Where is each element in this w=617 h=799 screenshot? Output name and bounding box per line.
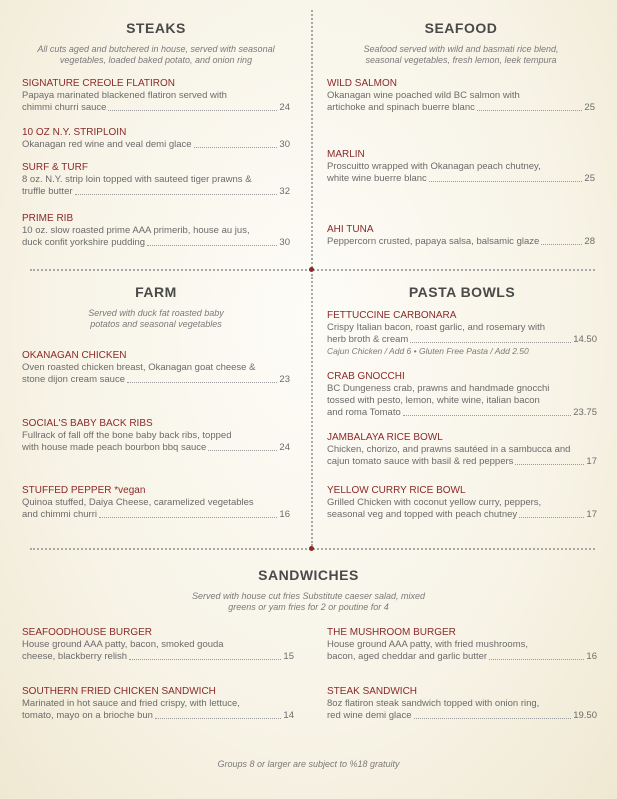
item-name: STEAK SANDWICH (327, 686, 418, 697)
menu-item-mushroom-burger (327, 627, 597, 663)
item-description: Crispy Italian bacon, roast garlic, and rosemary with (327, 322, 546, 333)
item-price-line: seasonal veg and topped with peach chutney 17 (327, 509, 597, 520)
divider-dot-top (309, 267, 314, 272)
item-price-line: cheese, blackberry relish 15 (22, 651, 294, 662)
vertical-divider-middle (311, 274, 313, 546)
item-price: 28 (584, 236, 595, 247)
item-price: 32 (279, 186, 290, 197)
item-price: 16 (586, 651, 597, 662)
item-name: SOUTHERN FRIED CHICKEN SANDWICH (22, 686, 216, 697)
menu-item-ny-striploin (22, 127, 290, 151)
item-description: 10 oz. slow roasted prime AAA primerib, house au jus, (22, 225, 250, 236)
divider-dot-bottom (309, 546, 314, 551)
item-price: 23.75 (573, 407, 597, 418)
item-price-line: and roma Tomato 23.75 (327, 407, 597, 418)
item-description: Okanagan wine poached wild BC salmon with (327, 90, 520, 101)
item-name: PRIME RIB (22, 213, 74, 224)
item-price-line: red wine demi glace 19.50 (327, 710, 597, 721)
menu-item-wild-salmon (327, 78, 595, 114)
item-price-line: Peppercorn crusted, papaya salsa, balsamic glaze 28 (327, 236, 595, 247)
menu-item-ahi-tuna (327, 224, 595, 248)
menu-item-crab-gnocchi (327, 371, 597, 419)
item-name: 10 OZ N.Y. STRIPLOIN (22, 127, 127, 138)
item-description: BC Dungeness crab, prawns and handmade gnocchi (327, 383, 550, 394)
item-price: 16 (279, 509, 290, 520)
item-price-line: truffle butter 32 (22, 186, 290, 197)
menu-item-prime-rib (22, 213, 290, 249)
item-price-line: and chimmi churri 16 (22, 509, 290, 520)
menu-item-signature-creole-flatiron (22, 78, 290, 114)
menu-item-yellow-curry-rice-bowl (327, 485, 597, 521)
vertical-divider-top (311, 10, 313, 268)
item-name: STUFFED PEPPER *vegan (22, 485, 146, 496)
sandwiches-header (0, 567, 617, 613)
item-price-line: with house made peach bourbon bbq sauce 24 (22, 442, 290, 453)
item-name: CRAB GNOCCHI (327, 371, 405, 382)
item-description: Marinated in hot sauce and fried crispy, with lettuce, (22, 698, 240, 709)
item-price-line: Okanagan red wine and veal demi glace 30 (22, 139, 290, 150)
item-price: 25 (584, 102, 595, 113)
section-subtitle: Served with house cut fries Substitute caeser salad, mixed greens or yam fries for 2 or poutine for 4 (191, 591, 426, 612)
menu-item-fettuccine-carbonara (327, 310, 597, 357)
item-description: Fullrack of fall off the bone baby back ribs, topped (22, 430, 232, 441)
farm-section (22, 284, 290, 534)
item-description: Grilled Chicken with coconut yellow curry, peppers, (327, 497, 542, 508)
item-description: Chicken, chorizo, and prawns sautéed in a sambucca and (327, 444, 571, 455)
item-name: SIGNATURE CREOLE FLATIRON (22, 78, 175, 89)
item-name: WILD SALMON (327, 78, 398, 89)
section-subtitle: All cuts aged and butchered in house, served with seasonal vegetables, loaded baked potato, and onion ring (37, 44, 275, 65)
seafood-section (327, 20, 595, 260)
steaks-section (22, 20, 290, 260)
item-price: 17 (586, 509, 597, 520)
item-name: SOCIAL'S BABY BACK RIBS (22, 418, 153, 429)
item-price: 30 (279, 139, 290, 150)
menu-item-jambalaya-rice-bowl (327, 432, 597, 468)
item-name: OKANAGAN CHICKEN (22, 350, 127, 361)
item-price-line: white wine buerre blanc 25 (327, 173, 595, 184)
item-name: MARLIN (327, 149, 365, 160)
sandwiches-left-column (22, 627, 294, 737)
item-price-line: artichoke and spinach buerre blanc 25 (327, 102, 595, 113)
menu-item-baby-back-ribs (22, 418, 290, 454)
item-price: 25 (584, 173, 595, 184)
item-price: 24 (279, 442, 290, 453)
item-price-line: duck confit yorkshire pudding 30 (22, 237, 290, 248)
menu-item-steak-sandwich (327, 686, 597, 722)
menu-item-southern-fried-chicken-sandwich (22, 686, 294, 722)
menu-item-surf-and-turf (22, 162, 290, 198)
item-price: 15 (283, 651, 294, 662)
item-price: 30 (279, 237, 290, 248)
item-price-line: bacon, aged cheddar and garlic butter 16 (327, 651, 597, 662)
item-price-line: cajun tomato sauce with basil & red peppers 17 (327, 456, 597, 467)
section-title: STEAKS (126, 20, 186, 36)
item-description: House ground AAA patty, bacon, smoked gouda (22, 639, 224, 650)
item-description: Quinoa stuffed, Daiya Cheese, caramelized vegetables (22, 497, 254, 508)
item-name: YELLOW CURRY RICE BOWL (327, 485, 466, 496)
item-price-line: tomato, mayo on a brioche bun 14 (22, 710, 294, 721)
sandwiches-right-column (327, 627, 597, 737)
pasta-section (327, 284, 597, 534)
section-title: FARM (135, 284, 177, 300)
item-description: tossed with pesto, lemon, white wine, italian bacon (327, 395, 540, 406)
item-name: SEAFOODHOUSE BURGER (22, 627, 153, 638)
section-title: PASTA BOWLS (408, 284, 516, 300)
item-name: THE MUSHROOM BURGER (327, 627, 456, 638)
item-name: JAMBALAYA RICE BOWL (327, 432, 443, 443)
item-price-line: chimmi churri sauce 24 (22, 102, 290, 113)
menu-item-stuffed-pepper (22, 485, 290, 521)
section-subtitle: Served with duck fat roasted baby potatos and seasonal vegetables (88, 308, 224, 329)
section-subtitle: Seafood served with wild and basmati rice blend, seasonal vegetables, fresh lemon, leek tempura (363, 44, 559, 65)
section-title: SEAFOOD (424, 20, 498, 36)
gratuity-note: Groups 8 or larger are subject to %18 gratuity (217, 759, 400, 769)
item-price-line: stone dijon cream sauce 23 (22, 374, 290, 385)
item-price: 17 (586, 456, 597, 467)
item-description: 8oz flatiron steak sandwich topped with onion ring, (327, 698, 540, 709)
item-description: House ground AAA patty, with fried mushrooms, (327, 639, 529, 650)
menu-item-okanagan-chicken (22, 350, 290, 386)
item-description: Oven roasted chicken breast, Okanagan goat cheese & (22, 362, 256, 373)
section-title: SANDWICHES (258, 567, 359, 583)
item-price: 19.50 (573, 710, 597, 721)
item-price: 24 (279, 102, 290, 113)
item-description: Proscuitto wrapped with Okanagan peach chutney, (327, 161, 541, 172)
item-description: 8 oz. N.Y. strip loin topped with sauteed tiger prawns & (22, 174, 252, 185)
item-name: AHI TUNA (327, 224, 374, 235)
item-addon-note: Cajun Chicken / Add 6 • Gluten Free Pasta / Add 2.50 (327, 346, 529, 356)
item-price: 23 (279, 374, 290, 385)
item-name: FETTUCCINE CARBONARA (327, 310, 457, 321)
item-name: SURF & TURF (22, 162, 88, 173)
menu-item-seafoodhouse-burger (22, 627, 294, 663)
item-price: 14.50 (573, 334, 597, 345)
menu-item-marlin (327, 149, 595, 185)
item-price-line: herb broth & cream 14.50 (327, 334, 597, 345)
item-price: 14 (283, 710, 294, 721)
item-description: Papaya marinated blackened flatiron served with (22, 90, 227, 101)
